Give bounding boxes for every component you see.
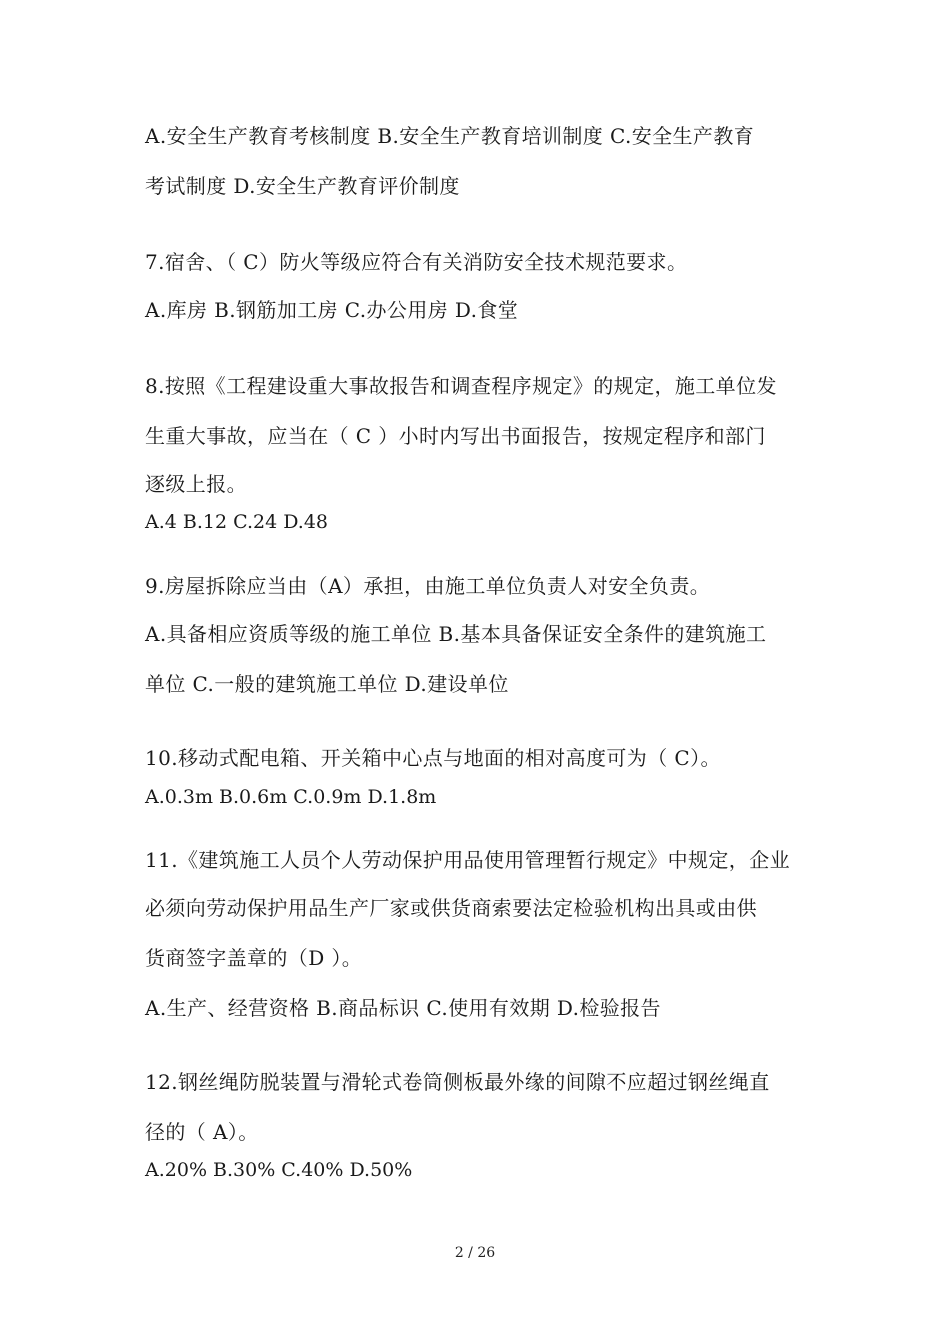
page-number: 2 / 26 [454, 1245, 496, 1261]
question-6-options-line-2: 考试制度 D.安全生产教育评价制度 [145, 174, 460, 198]
question-7-options: A.库房 B.钢筋加工房 C.办公用房 D.食堂 [145, 298, 519, 322]
question-8-text-line-3: 逐级上报。 [145, 472, 247, 496]
question-8-text-line-1: 8.按照《工程建设重大事故报告和调查程序规定》的规定，施工单位发 [145, 374, 777, 398]
question-12-options: A.20% B.30% C.40% D.50% [145, 1159, 413, 1181]
question-9-text: 9.房屋拆除应当由（A）承担，由施工单位负责人对安全负责。 [145, 574, 711, 598]
question-9-options-line-2: 单位 C.一般的建筑施工单位 D.建设单位 [145, 672, 509, 696]
question-10-text: 10.移动式配电箱、开关箱中心点与地面的相对高度可为（ C）。 [145, 746, 721, 770]
question-6-options-line-1: A.安全生产教育考核制度 B.安全生产教育培训制度 C.安全生产教育 [145, 124, 755, 148]
question-11-text-line-3: 货商签字盖章的（D ）。 [145, 946, 363, 970]
question-9-options-line-1: A.具备相应资质等级的施工单位 B.基本具备保证安全条件的建筑施工 [145, 622, 767, 646]
question-7-text: 7.宿舍、（ C）防火等级应符合有关消防安全技术规范要求。 [145, 250, 688, 274]
question-12-text-line-1: 12.钢丝绳防脱装置与滑轮式卷筒侧板最外缘的间隙不应超过钢丝绳直 [145, 1070, 770, 1094]
question-11-text-line-2: 必须向劳动保护用品生产厂家或供货商索要法定检验机构出具或由供 [145, 896, 757, 920]
question-10-options: A.0.3m B.0.6m C.0.9m D.1.8m [145, 786, 437, 808]
question-12-text-line-2: 径的（ A）。 [145, 1120, 259, 1144]
question-8-options: A.4 B.12 C.24 D.48 [145, 511, 328, 533]
question-8-text-line-2: 生重大事故，应当在（ C ）小时内写出书面报告，按规定程序和部门 [145, 424, 766, 448]
question-11-text-line-1: 11.《建筑施工人员个人劳动保护用品使用管理暂行规定》中规定，企业 [145, 848, 791, 872]
question-11-options: A.生产、经营资格 B.商品标识 C.使用有效期 D.检验报告 [145, 996, 661, 1020]
